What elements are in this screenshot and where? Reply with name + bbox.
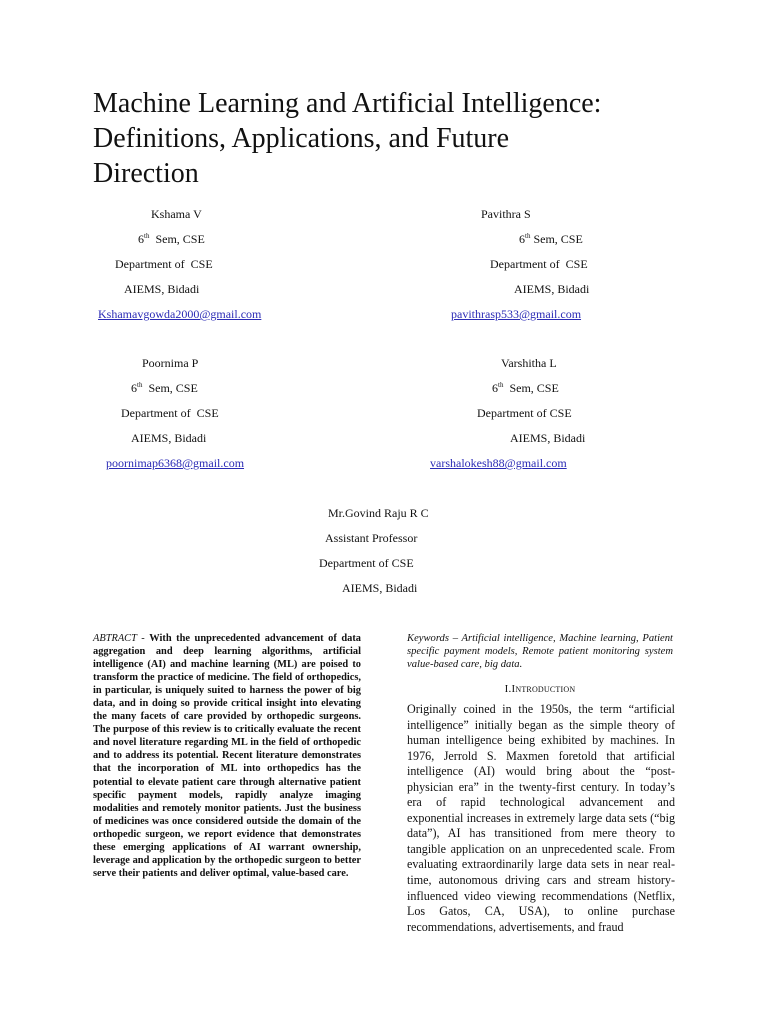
semester-text: Sem, CSE — [503, 381, 559, 395]
author-institution: AIEMS, Bidadi — [131, 431, 207, 445]
author-name: Pavithra S — [481, 207, 531, 221]
author-department: Department of CSE — [477, 406, 572, 420]
author-semester — [519, 232, 583, 246]
mentor-role: Assistant Professor — [325, 531, 418, 545]
title-line: Direction — [93, 158, 199, 189]
author-email-link[interactable]: varshalokesh88@gmail.com — [430, 456, 567, 470]
author-name: Kshama V — [151, 207, 202, 221]
author-email-link[interactable]: Kshamavgowda2000@gmail.com — [98, 307, 262, 321]
semester-suffix: th — [498, 381, 504, 389]
semester-number: 6 — [519, 232, 525, 246]
abstract-lead: ABTRACT - — [93, 633, 150, 644]
keywords: Keywords – Artificial intelligence, Machine learning, Patient specific payment models, Remote patient monitoring system value-based care, big data. — [407, 633, 673, 671]
author-department: Department of CSE — [490, 257, 588, 271]
title-line: Definitions, Applications, and Future — [93, 123, 510, 154]
semester-suffix: th — [137, 381, 143, 389]
semester-text: Sem, CSE — [149, 232, 205, 246]
author-email-link[interactable]: poornimap6368@gmail.com — [106, 456, 245, 470]
author-semester — [492, 381, 559, 395]
semester-suffix: th — [525, 232, 531, 240]
author-department: Department of CSE — [115, 257, 213, 271]
author-institution: AIEMS, Bidadi — [514, 282, 590, 296]
author-semester — [138, 232, 205, 246]
author-department: Department of CSE — [121, 406, 219, 420]
section-heading: I.Introduction — [504, 683, 576, 695]
paper-title — [93, 86, 601, 191]
title-line: Machine Learning and Artificial Intelligence: — [93, 88, 602, 119]
semester-number: 6 — [492, 381, 498, 395]
author-institution: AIEMS, Bidadi — [124, 282, 200, 296]
mentor-department: Department of CSE — [319, 556, 414, 570]
abstract-text: With the unprecedented advancement of data aggregation and deep learning algorithms, artificial intelligence (AI) and machine learning (ML) are poised to transform the practice of medicine. The field of orthopedics, in particular, is uniquely suited to harness the power of big data, and in doing so provide critical insight into elevating the many facets of care provided by orthopedic surgeons. The purpose of this review is to critically evaluate the recent and novel literature regarding ML in the field of orthopedic and to address its potential. Recent literature demonstrates that the incorporation of ML into orthopedics has the potential to elevate patient care through alternative patient specific payment models, rapidly analyze imaging modalities and remotely monitor patients. Just the business of medicines was once considered outside the domain of the orthopedic surgeon, we report evidence that demonstrates these emerging applications of AI warrant ownership, leverage and application by the orthopedic surgeon to better serve their patients and deliver optimal, value-based care. — [93, 633, 361, 879]
semester-number: 6 — [138, 232, 144, 246]
mentor-name: Mr.Govind Raju R C — [328, 506, 429, 520]
mentor-institution: AIEMS, Bidadi — [342, 581, 418, 595]
abstract — [93, 632, 361, 880]
author-institution: AIEMS, Bidadi — [510, 431, 586, 445]
author-email-link[interactable]: pavithrasp533@gmail.com — [451, 307, 582, 321]
semester-text: Sem, CSE — [530, 232, 583, 246]
semester-text: Sem, CSE — [142, 381, 198, 395]
author-name: Poornima P — [142, 356, 199, 370]
author-name: Varshitha L — [501, 356, 557, 370]
author-semester — [131, 381, 198, 395]
introduction-text: Originally coined in the 1950s, the term “artificial intelligence” initially began as the simple theory of human intelligence being exhibited by machines. In 1976, Jerrold S. Maxmen foretold that artificial intelligence (AI) would bring about the “post-physician era” in the twenty-first century. In today’s era of rapid technological advancement and exponential increases in extremely large data sets (“big data”), AI has transitioned from mere theory to tangible application on an unprecedented scale. From evaluating extraordinarily large data sets in near real-time, autonomous driving cars and stream history-influenced video viewing recommendations (Netflix, Los Gatos, CA, USA), to online purchase recommendations, advertisements, and fraud — [407, 702, 675, 934]
semester-number: 6 — [131, 381, 137, 395]
semester-suffix: th — [144, 232, 150, 240]
